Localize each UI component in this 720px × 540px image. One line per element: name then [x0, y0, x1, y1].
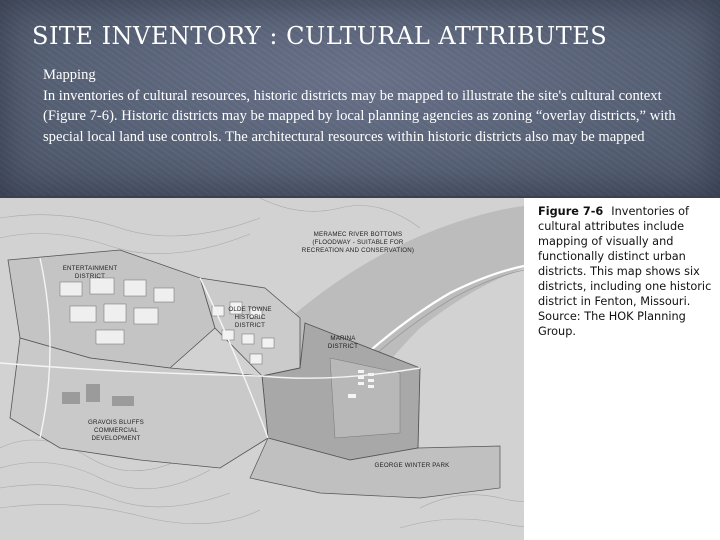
slide-title: SITE INVENTORY : CULTURAL ATTRIBUTES [32, 22, 608, 50]
label-entertainment-1: ENTERTAINMENT [62, 265, 118, 272]
label-gravois-1: GRAVOIS BLUFFS [88, 419, 144, 426]
district-map-drawing [0, 198, 524, 540]
body-text [43, 65, 703, 147]
figure-number: Figure 7-6 [538, 205, 604, 218]
label-gravois-2: COMMERCIAL [94, 427, 138, 434]
label-park: GEORGE WINTER PARK [374, 462, 450, 469]
label-olde-towne-1: OLDE TOWNE [228, 306, 272, 313]
subheading: Mapping [43, 67, 96, 83]
label-olde-towne-2: HISTORIC [234, 314, 266, 321]
label-gravois-3: DEVELOPMENT [91, 435, 141, 442]
label-river-2: (FLOODWAY - SUITABLE FOR [312, 239, 404, 246]
figure-caption-text: Inventories of cultural attributes include mapping of visually and functionally distinct urban districts. This map shows six districts, including one historic district in Fenton, Missouri. Source: The HOK Planning Group. [538, 205, 712, 338]
label-river-1: MERAMEC RIVER BOTTOMS [313, 231, 403, 238]
label-olde-towne-3: DISTRICT [234, 322, 266, 329]
label-marina-1: MARINA [330, 335, 356, 342]
body-paragraph: In inventories of cultural resources, historic districts may be mapped to illustrate the site's cultural context (Figure 7-6). Historic districts may be mapped by local planning agencies as zoning “overlay districts,” with special local land use controls. The architectural resources within historic districts also may be mapped [43, 87, 676, 145]
figure-caption [538, 204, 720, 339]
label-entertainment-2: DISTRICT [74, 273, 106, 280]
label-marina-2: DISTRICT [327, 343, 359, 350]
district-map [0, 198, 524, 540]
label-river-3: RECREATION AND CONSERVATION) [301, 247, 415, 254]
